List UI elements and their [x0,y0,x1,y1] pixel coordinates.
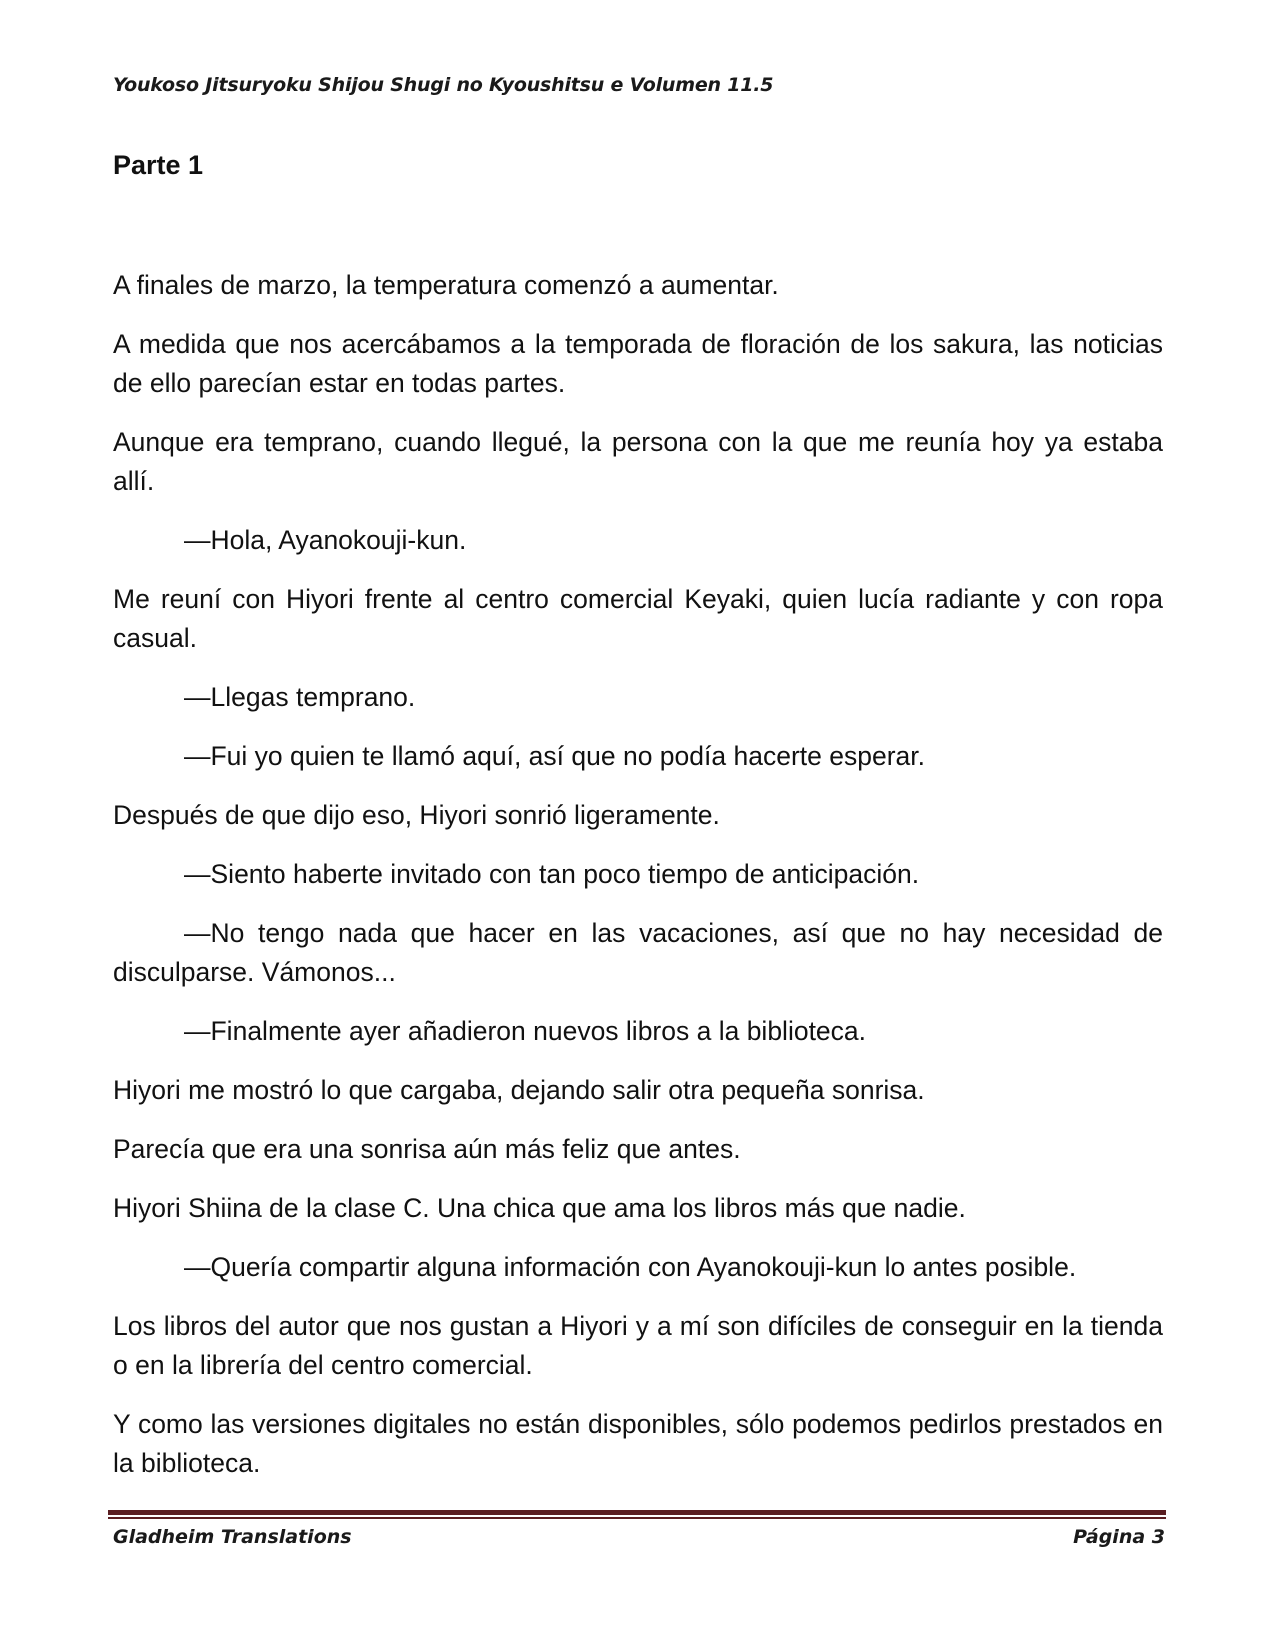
footer-page-number: Página 3 [1073,1526,1165,1548]
paragraph: Después de que dijo eso, Hiyori sonrió ligeramente. [113,800,720,830]
footer-divider [108,1510,1166,1520]
body-text [113,266,1163,1503]
paragraph: Me reuní con Hiyori frente al centro comercial Keyaki, quien lucía radiante y con ropa casual. [113,584,1163,653]
footer-divider-thick-line [108,1510,1166,1515]
running-header-title: Youkoso Jitsuryoku Shijou Shugi no Kyoushitsu e Volumen 11.5 [113,74,774,96]
footer-divider-thin-line [108,1517,1166,1519]
paragraph: Los libros del autor que nos gustan a Hiyori y a mí son difíciles de conseguir en la tienda o en la librería del centro comercial. [113,1311,1163,1380]
paragraph: A finales de marzo, la temperatura comenzó a aumentar. [113,270,779,300]
paragraph: Hiyori me mostró lo que cargaba, dejando salir otra pequeña sonrisa. [113,1075,925,1105]
footer-translator-credit: Gladheim Translations [113,1526,352,1548]
dialogue-line: —Fui yo quien te llamó aquí, así que no podía hacerte esperar. [184,741,925,771]
paragraph: Y como las versiones digitales no están disponibles, sólo podemos pedirlos prestados en la biblioteca. [113,1409,1163,1478]
paragraph: Aunque era temprano, cuando llegué, la persona con la que me reunía hoy ya estaba allí. [113,427,1163,496]
dialogue-line: —Quería compartir alguna información con Ayanokouji-kun lo antes posible. [184,1252,1077,1282]
section-heading: Parte 1 [113,150,204,180]
dialogue-line: —Hola, Ayanokouji-kun. [184,525,467,555]
paragraph: Hiyori Shiina de la clase C. Una chica que ama los libros más que nadie. [113,1193,966,1223]
dialogue-line: —Finalmente ayer añadieron nuevos libros a la biblioteca. [184,1016,867,1046]
dialogue-line: —No tengo nada que hacer en las vacaciones, así que no hay necesidad de disculparse. Vámonos... [113,918,1163,987]
paragraph: A medida que nos acercábamos a la temporada de floración de los sakura, las noticias de ello parecían estar en todas partes. [113,329,1163,398]
paragraph: Parecía que era una sonrisa aún más feliz que antes. [113,1134,741,1164]
dialogue-line: —Llegas temprano. [184,682,416,712]
dialogue-line: —Siento haberte invitado con tan poco tiempo de anticipación. [184,859,920,889]
